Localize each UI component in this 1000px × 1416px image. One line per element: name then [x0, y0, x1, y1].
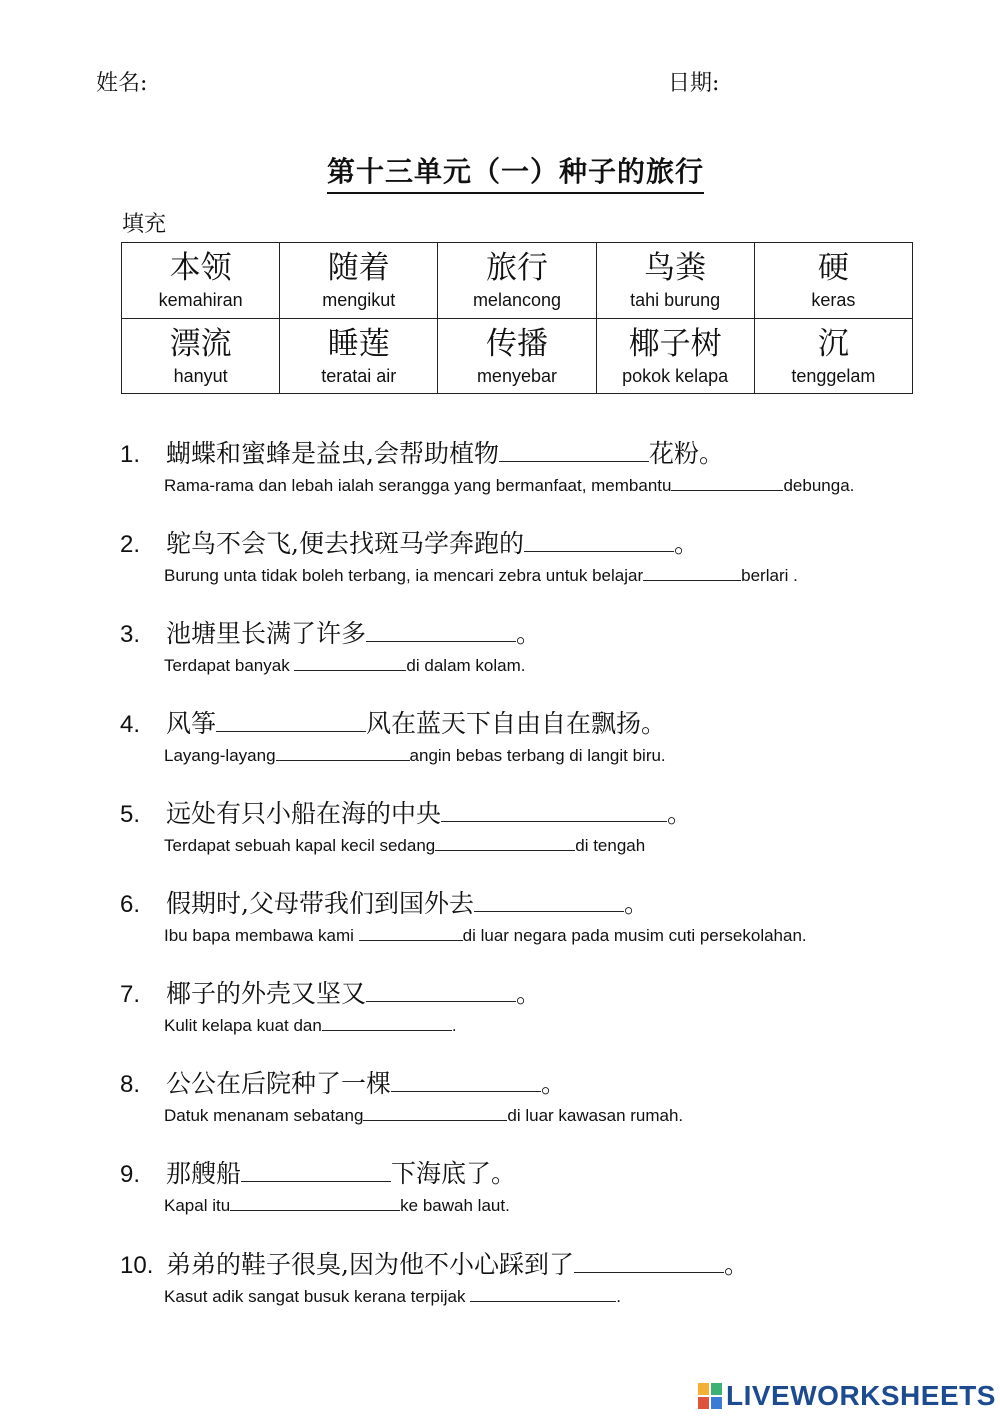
answer-blank[interactable]	[474, 889, 624, 912]
date-label: 日期:	[668, 71, 720, 96]
vocab-cell	[438, 243, 596, 319]
vocab-malay: mengikut	[322, 290, 396, 310]
answer-blank[interactable]	[216, 709, 366, 732]
question-number: 10.	[120, 1252, 154, 1279]
translation-blank	[363, 1104, 507, 1121]
question-text-end: 。	[541, 1069, 567, 1098]
vocab-chinese: 本领	[169, 250, 232, 286]
question-number: 3.	[120, 621, 141, 648]
translation-text: Ibu bapa membawa kami	[164, 926, 359, 945]
question-6	[120, 887, 980, 947]
translation-text-end: .	[616, 1287, 621, 1306]
vocab-chinese: 沉	[817, 325, 849, 362]
translation-text: Datuk menanam sebatang	[164, 1106, 364, 1125]
translation-text: Layang-layang	[164, 746, 276, 765]
translation-blank	[643, 564, 741, 581]
question-number: 8.	[120, 1071, 141, 1098]
vocab-chinese: 椰子树	[628, 325, 722, 362]
vocab-row	[122, 243, 913, 319]
vocab-chinese: 鸟粪	[644, 250, 707, 286]
liveworksheets-icon	[698, 1383, 722, 1409]
translation-text-end: di tengah	[575, 836, 646, 855]
translation-blank	[470, 1285, 616, 1302]
vocab-chinese: 硬	[817, 250, 849, 286]
translation-text-end: berlari .	[741, 566, 798, 585]
question-number: 7.	[120, 981, 141, 1008]
translation-text-end: angin bebas terbang di langit biru.	[409, 746, 666, 765]
question-9	[120, 1157, 980, 1217]
question-text-end: 。	[667, 799, 693, 828]
vocab-cell	[596, 243, 754, 319]
vocab-malay: tahi burung	[630, 290, 721, 310]
vocab-cell	[122, 243, 280, 319]
vocab-malay: menyebar	[476, 365, 557, 386]
translation-blank	[359, 924, 463, 941]
question-5	[120, 797, 980, 857]
vocab-cell	[280, 243, 438, 319]
question-10	[120, 1248, 980, 1308]
question-text: 弟弟的鞋子很臭,因为他不小心踩到了	[166, 1250, 574, 1279]
vocab-cell	[122, 318, 280, 394]
question-text-end: 。	[623, 889, 649, 918]
translation-text-end: di luar kawasan rumah.	[507, 1106, 684, 1125]
vocab-chinese: 随着	[327, 250, 390, 286]
translation-text-end: di luar negara pada musim cuti persekolahan.	[462, 926, 807, 945]
question-text-end: 。	[723, 1250, 749, 1279]
vocabulary-table	[121, 242, 913, 394]
translation-text: Kapal itu	[164, 1196, 231, 1215]
question-text: 池塘里长满了许多	[166, 619, 367, 648]
vocab-cell	[438, 318, 596, 394]
question-2	[120, 527, 980, 587]
vocab-chinese: 传播	[485, 325, 548, 362]
question-text: 鸵鸟不会飞,便去找斑马学奔跑的	[166, 529, 524, 558]
vocab-malay: tenggelam	[791, 365, 876, 386]
section-label: 填充	[122, 212, 167, 237]
question-8	[120, 1067, 980, 1127]
question-text: 椰子的外壳又坚又	[166, 979, 367, 1008]
translation-blank	[671, 474, 783, 491]
answer-blank[interactable]	[391, 1069, 541, 1092]
answer-blank[interactable]	[524, 529, 674, 552]
vocab-cell	[280, 318, 438, 394]
question-text: 那艘船	[166, 1159, 242, 1188]
translation-text: Kulit kelapa kuat dan	[164, 1016, 322, 1035]
vocab-malay: melancong	[472, 290, 561, 310]
question-1	[120, 437, 980, 497]
vocab-chinese: 睡莲	[327, 325, 390, 362]
translation-text: Rama-rama dan lebah ialah serangga yang bermanfaat, membantu	[164, 476, 672, 495]
translation-blank	[322, 1014, 452, 1031]
question-text: 远处有只小船在海的中央	[166, 799, 442, 828]
question-text-end: 花粉。	[648, 439, 724, 468]
name-label: 姓名:	[96, 71, 148, 96]
question-text: 蝴蝶和蜜蜂是益虫,会帮助植物	[166, 439, 499, 468]
question-number: 4.	[120, 711, 141, 738]
question-number: 5.	[120, 801, 141, 828]
answer-blank[interactable]	[441, 799, 667, 822]
logo-text: LIVEWORKSHEETS	[726, 1380, 996, 1411]
translation-text: Burung unta tidak boleh terbang, ia mencari zebra untuk belajar	[164, 566, 644, 585]
vocab-malay: keras	[811, 290, 856, 310]
answer-blank[interactable]	[241, 1159, 391, 1182]
answer-blank[interactable]	[499, 439, 649, 462]
vocab-malay: teratai air	[321, 365, 397, 386]
question-text-end: 风在蓝天下自由自在飘扬。	[366, 709, 667, 738]
vocab-malay: hanyut	[173, 365, 228, 386]
vocab-chinese: 旅行	[485, 250, 548, 286]
translation-blank	[294, 654, 406, 671]
vocab-cell	[754, 318, 912, 394]
translation-text-end: debunga.	[783, 476, 855, 495]
translation-blank	[276, 744, 410, 761]
translation-text: Terdapat sebuah kapal kecil sedang	[164, 836, 436, 855]
translation-blank	[435, 834, 575, 851]
translation-text-end: di dalam kolam.	[406, 656, 526, 675]
question-3	[120, 617, 980, 677]
question-text-end: 。	[516, 619, 542, 648]
vocab-chinese: 漂流	[169, 325, 232, 362]
translation-text-end: .	[451, 1016, 457, 1035]
vocab-cell	[596, 318, 754, 394]
vocab-row	[122, 318, 913, 394]
question-text: 假期时,父母带我们到国外去	[166, 889, 474, 918]
question-7	[120, 977, 980, 1037]
page-title: 第十三单元（一）种子的旅行	[327, 150, 704, 194]
answer-blank[interactable]	[366, 979, 516, 1002]
translation-text: Kasut adik sangat busuk kerana terpijak	[164, 1287, 471, 1306]
translation-text: Terdapat banyak	[164, 656, 295, 675]
question-text-end: 下海底了。	[391, 1159, 517, 1188]
question-number: 1.	[120, 441, 141, 468]
question-4	[120, 707, 980, 767]
answer-blank[interactable]	[366, 619, 516, 642]
liveworksheets-logo	[698, 1380, 996, 1412]
question-number: 6.	[120, 891, 141, 918]
question-text: 风筝	[166, 709, 217, 738]
vocab-malay: kemahiran	[158, 290, 243, 310]
vocab-cell	[754, 243, 912, 319]
question-text: 公公在后院种了一棵	[166, 1069, 392, 1098]
vocab-malay: pokok kelapa	[622, 365, 729, 386]
question-text-end: 。	[673, 529, 699, 558]
question-number: 2.	[120, 531, 141, 558]
translation-blank	[230, 1194, 400, 1211]
translation-text-end: ke bawah laut.	[400, 1196, 510, 1215]
answer-blank[interactable]	[574, 1250, 724, 1273]
question-number: 9.	[120, 1161, 141, 1188]
question-text-end: 。	[516, 979, 542, 1008]
